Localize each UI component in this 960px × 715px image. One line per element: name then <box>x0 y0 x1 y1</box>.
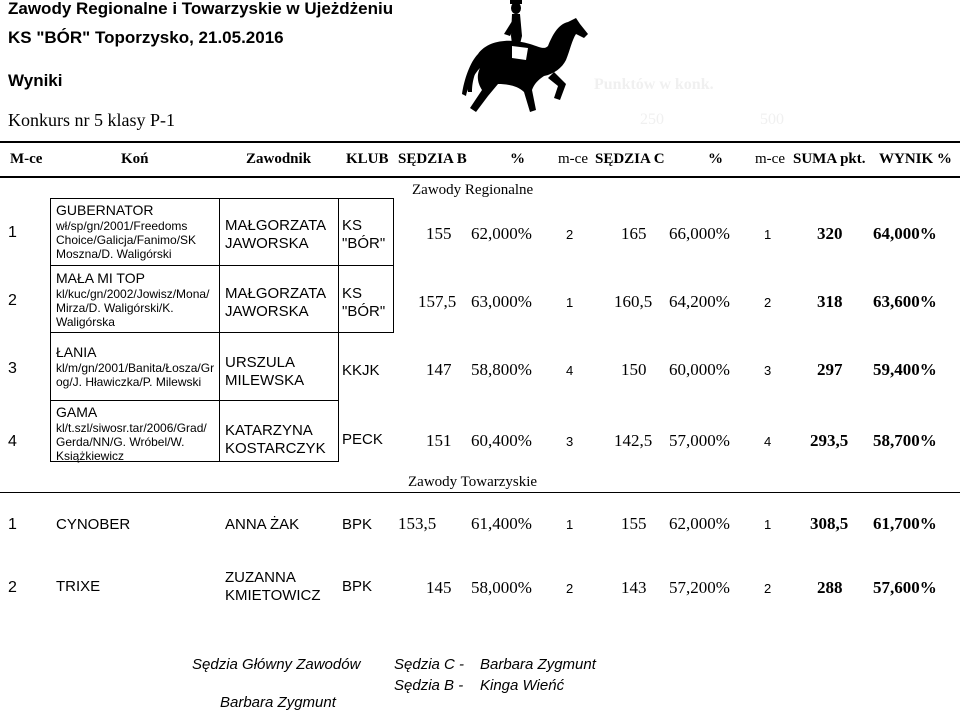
judge-b-label: Sędzia B - <box>394 677 464 694</box>
row-divider <box>50 265 394 266</box>
title-line-2: KS "BÓR" Toporzysko, 21.05.2016 <box>8 28 284 47</box>
row-place-c: 2 <box>764 581 772 596</box>
row-score-b: 151 <box>426 431 452 450</box>
judge-c-label: Sędzia C - <box>394 656 465 673</box>
row-score-b: 145 <box>426 578 452 597</box>
row-club: KS "BÓR" <box>342 217 386 252</box>
row-pct-c: 57,000% <box>669 431 730 450</box>
row-club: KKJK <box>342 362 380 379</box>
section-social: Zawody Towarzyskie <box>408 474 538 490</box>
section-rule <box>0 492 960 493</box>
row-score-b: 147 <box>426 360 452 379</box>
col-sum: SUMA pkt. <box>793 151 866 167</box>
row-place-c: 2 <box>764 295 772 310</box>
row-pct-c: 66,000% <box>669 224 730 243</box>
row-sum: 318 <box>817 292 843 311</box>
row-place-c: 1 <box>764 227 772 242</box>
row-pct-b: 61,400% <box>471 514 532 533</box>
col-pct-c: % <box>708 151 723 167</box>
row-pct-c: 57,200% <box>669 578 730 597</box>
horse-info: wł/sp/gn/2001/Freedoms Choice/Galicja/Fanimo/SK Moszna/D. Waligórski <box>56 219 197 261</box>
row-place: 1 <box>8 224 17 241</box>
row-score-c: 165 <box>621 224 647 243</box>
horse-name: GAMA <box>56 404 98 420</box>
horse-name: MAŁA MI TOP <box>56 270 145 286</box>
chief-judge-name: Barbara Zygmunt <box>220 694 336 711</box>
col-result: WYNIK % <box>879 151 952 167</box>
row-place-b: 3 <box>566 434 574 449</box>
horse-info: kl/t.szl/siwosr.tar/2006/Grad/ Gerda/NN/G. Wróbel/W. Książkiewicz <box>56 421 207 463</box>
row-score-b: 153,5 <box>398 514 437 533</box>
horse-info: kl/kuc/gn/2002/Jowisz/Mona/ Mirza/D. Waligórski/K. Waligórska <box>56 287 210 329</box>
col-club: KLUB <box>346 151 389 167</box>
row-result: 59,400% <box>873 360 937 379</box>
col-horse: Koń <box>121 151 149 167</box>
row-rider: MAŁGORZATA JAWORSKA <box>225 217 326 252</box>
row-place-b: 1 <box>566 517 574 532</box>
row-place-b: 1 <box>566 295 574 310</box>
row-club: KS "BÓR" <box>342 285 386 320</box>
row-score-b: 157,5 <box>418 292 457 311</box>
row-horse <box>56 404 216 463</box>
row-result: 64,000% <box>873 224 937 243</box>
row-club: PECK <box>342 431 383 448</box>
row-club: BPK <box>342 578 373 595</box>
row-place-b: 2 <box>566 227 574 242</box>
row-place-c: 1 <box>764 517 772 532</box>
header-rule-top <box>0 141 960 143</box>
row-place-b: 4 <box>566 363 574 378</box>
row-place: 1 <box>8 516 17 533</box>
row-pct-b: 62,000% <box>471 224 532 243</box>
results-label: Wyniki <box>8 71 63 90</box>
row-result: 57,600% <box>873 578 937 597</box>
row-score-b: 155 <box>426 224 452 243</box>
title-line-1: Zawody Regionalne i Towarzyskie w Ujeżdżeniu <box>8 0 394 18</box>
row-pct-b: 58,800% <box>471 360 532 379</box>
row-score-c: 155 <box>621 514 647 533</box>
horse-name: GUBERNATOR <box>56 202 154 218</box>
row-rider: MAŁGORZATA JAWORSKA <box>225 285 326 320</box>
row-rider: ZUZANNA KMIETOWICZ <box>225 569 321 604</box>
row-pct-b: 58,000% <box>471 578 532 597</box>
row-score-c: 143 <box>621 578 647 597</box>
chief-judge-label: Sędzia Główny Zawodów <box>192 656 361 673</box>
row-horse <box>56 202 216 261</box>
judge-c-name: Barbara Zygmunt <box>480 656 596 673</box>
col-rider: Zawodnik <box>246 151 312 167</box>
row-place-c: 3 <box>764 363 772 378</box>
header-rule-bottom <box>0 176 960 178</box>
row-club: BPK <box>342 516 373 533</box>
points-label: Punktów w konk. <box>594 76 714 93</box>
row-pct-b: 60,400% <box>471 431 532 450</box>
row-result: 63,600% <box>873 292 937 311</box>
row-place: 2 <box>8 292 17 309</box>
row-result: 61,700% <box>873 514 937 533</box>
row-sum: 308,5 <box>810 514 849 533</box>
row-pct-c: 62,000% <box>669 514 730 533</box>
row-horse <box>56 270 216 329</box>
row-horse: TRIXE <box>56 578 101 595</box>
col-judge-b: SĘDZIA B <box>398 151 467 167</box>
row-score-c: 150 <box>621 360 647 379</box>
col-judge-c: SĘDZIA C <box>595 151 665 167</box>
row-result: 58,700% <box>873 431 937 450</box>
row-pct-c: 64,200% <box>669 292 730 311</box>
col-place: M-ce <box>10 151 43 167</box>
row-rider: ANNA ŻAK <box>225 516 300 533</box>
col-place-c: m-ce <box>755 151 785 167</box>
row-pct-c: 60,000% <box>669 360 730 379</box>
row-place: 3 <box>8 360 17 377</box>
section-regional: Zawody Regionalne <box>412 182 534 198</box>
row-sum: 320 <box>817 224 843 243</box>
row-rider: URSZULA MILEWSKA <box>225 354 305 389</box>
judge-b-name: Kinga Wieńć <box>480 677 565 694</box>
row-sum: 297 <box>817 360 843 379</box>
row-divider <box>50 332 394 333</box>
col-place-b: m-ce <box>558 151 588 167</box>
horse-info: kl/m/gn/2001/Banita/Łosza/Gr og/J. Hławiczka/P. Milewski <box>56 361 215 389</box>
row-horse <box>56 344 216 389</box>
row-sum: 288 <box>817 578 843 597</box>
class-label: Konkurs nr 5 klasy P-1 <box>8 110 175 130</box>
row-place-c: 4 <box>764 434 772 449</box>
dressage-horse-rider-icon <box>458 0 596 118</box>
points-judge-c: 500 <box>760 111 784 128</box>
row-score-c: 142,5 <box>614 431 653 450</box>
points-judge-b: 250 <box>640 111 664 128</box>
row-rider: KATARZYNA KOSTARCZYK <box>225 422 326 457</box>
row-divider <box>50 400 339 401</box>
row-pct-b: 63,000% <box>471 292 532 311</box>
row-place: 4 <box>8 433 17 450</box>
row-horse: CYNOBER <box>56 516 131 533</box>
row-place: 2 <box>8 579 17 596</box>
row-sum: 293,5 <box>810 431 849 450</box>
horse-name: ŁANIA <box>56 344 97 360</box>
col-pct-b: % <box>510 151 525 167</box>
row-score-c: 160,5 <box>614 292 653 311</box>
row-place-b: 2 <box>566 581 574 596</box>
